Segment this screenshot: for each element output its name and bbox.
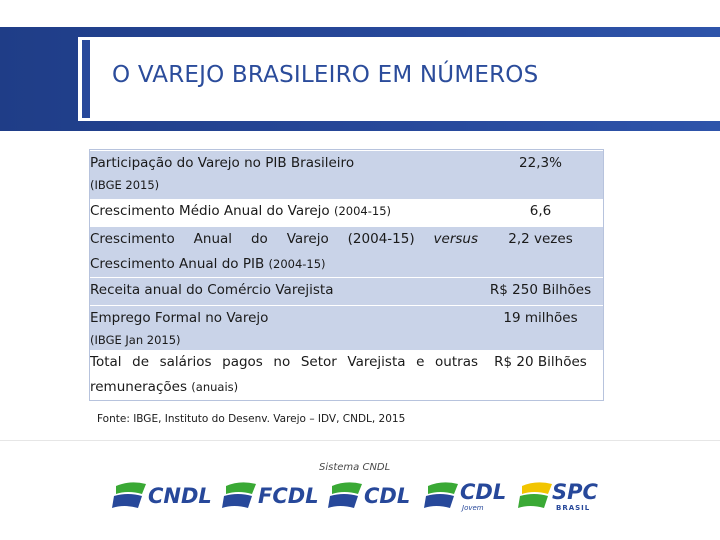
row-label bbox=[90, 199, 478, 227]
row-label-versus: versus bbox=[433, 231, 478, 247]
row-value: 19 milhões bbox=[478, 306, 603, 350]
row-source: (IBGE Jan 2015) bbox=[90, 333, 181, 347]
row-source: (IBGE 2015) bbox=[90, 178, 160, 192]
row-label-text: Emprego Formal no Varejo bbox=[90, 310, 269, 326]
row-label-text: Participação do Varejo no PIB Brasileiro bbox=[90, 155, 355, 171]
row-label bbox=[90, 350, 478, 400]
logo-text: CDL bbox=[364, 484, 411, 508]
fcdl-mark-icon bbox=[222, 480, 262, 512]
table-row bbox=[90, 278, 603, 306]
logo-text: FCDL bbox=[258, 484, 319, 508]
row-period: (anuais) bbox=[191, 379, 239, 394]
logo-tagline: Jovem bbox=[462, 504, 484, 512]
cdl-logo-icon bbox=[328, 480, 411, 514]
stats-table bbox=[90, 150, 603, 400]
row-period: (2004-15) bbox=[268, 257, 326, 271]
row-period: (2004-15) bbox=[333, 203, 392, 218]
row-value: 2,2 vezes bbox=[478, 227, 603, 278]
row-label-line bbox=[90, 227, 478, 252]
row-value: R$ 20 Bilhões bbox=[478, 350, 603, 400]
title-accent-bar bbox=[82, 40, 90, 118]
system-label: Sistema CNDL bbox=[319, 462, 391, 473]
table-row bbox=[90, 350, 603, 400]
footer-divider bbox=[0, 440, 720, 441]
cdl-jovem-logo-icon bbox=[424, 480, 507, 514]
logo-tagline: BRASIL bbox=[556, 504, 591, 512]
cndl-mark-icon bbox=[112, 480, 152, 512]
table-row bbox=[90, 227, 603, 278]
row-label-text: remunerações bbox=[90, 378, 187, 395]
table-row bbox=[90, 306, 603, 350]
row-label bbox=[90, 306, 478, 350]
table-row bbox=[90, 199, 603, 227]
row-label-line: Total de salários pagos no Setor Varejista e outras bbox=[90, 353, 478, 370]
row-value: 6,6 bbox=[478, 199, 603, 227]
table-row bbox=[90, 151, 603, 199]
page-title: O VAREJO BRASILEIRO EM NÚMEROS bbox=[112, 62, 539, 88]
fcdl-logo-icon bbox=[222, 480, 322, 514]
logo-text: CNDL bbox=[148, 484, 212, 508]
cdl-mark-icon bbox=[328, 480, 368, 512]
row-label: Receita anual do Comércio Varejista bbox=[90, 278, 478, 306]
cndl-logo-icon bbox=[112, 480, 212, 514]
source-note: Fonte: IBGE, Instituto do Desenv. Varejo – IDV, CNDL, 2015 bbox=[97, 413, 406, 425]
row-label-text: Crescimento Médio Anual do Varejo bbox=[90, 202, 330, 219]
row-label-text: Crescimento Anual do PIB bbox=[90, 256, 265, 272]
row-label bbox=[90, 227, 478, 278]
row-value: 22,3% bbox=[478, 151, 603, 199]
row-value: R$ 250 Bilhões bbox=[478, 278, 603, 306]
logo-text: CDL bbox=[460, 480, 507, 504]
spc-brasil-logo-icon bbox=[518, 480, 598, 514]
row-label bbox=[90, 151, 478, 199]
logo-text: SPC bbox=[552, 480, 598, 504]
cdl-jovem-mark-icon bbox=[424, 480, 464, 512]
row-label-text: Crescimento Anual do Varejo (2004-15) bbox=[90, 231, 415, 247]
